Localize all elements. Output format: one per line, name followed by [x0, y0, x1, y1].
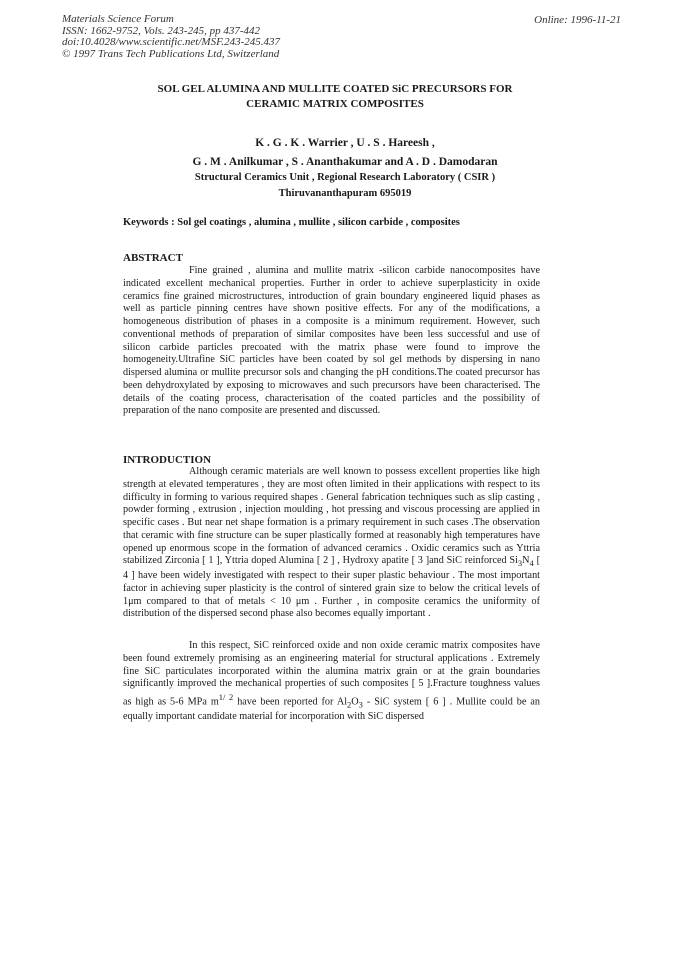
copyright-line: © 1997 Trans Tech Publications Ltd, Switzerland — [62, 47, 280, 60]
author-list — [120, 134, 570, 172]
introduction-paragraph-2: In this respect, SiC reinforced oxide and non oxide ceramic matrix composites have been found extremely promising as an engineering material for structural applications . Extremely fine SiC particulates incorporated within the alumina matrix grain or at the grain boundaries significantly improved the mechanical properties of such composites [ 5 ].Fracture toughness values as high as 5-6 MPa $m^{1/ 2}$ have been reported for $Al_2O_3$ - SiC system [ 6 ] . Mullite could be an equally important candidate material for incorporation with SiC dispersed — [123, 640, 540, 723]
issn-line: ISSN: 1662-9752, Vols. 243-245, pp 437-442 — [62, 24, 260, 37]
affiliation — [120, 170, 570, 201]
abstract-text: Fine grained , alumina and mullite matrix -silicon carbide nanocomposites have indicated excellent mechanical properties. Further in order to achieve superplasticity in oxide ceramics fine grained microstructures, introduction of grain boundary engineered liquid phases as well as particle pinning centres have shown positive effects. For any of the modifications, a homogeneous distribution of phases in a composite is a minimum requirement. However, such conventional methods of preparation of similar composites have been less successful and use of silicon carbide particles precoated with the matrix phase were found to improve the homogeneity.Ultrafine SiC particles have been coated by sol gel methods by dispersing in nano dispersed alumina or mullite precursor sols and changing the pH conditions.The coated precursor has been dehydroxylated by exposing to microwaves and such precursors have been characterised. The details of the coating process, characterisation of the coated particles and the possibility of preparation of the nano composite are presented and discussed. — [123, 265, 540, 417]
authors-line-1: K . G . K . Warrier , U . S . Hareesh , — [255, 137, 435, 149]
title-line-2: CERAMIC MATRIX COMPOSITES — [246, 98, 424, 110]
keywords: Keywords : Sol gel coatings , alumina , mullite , silicon carbide , composites — [123, 217, 460, 228]
introduction-paragraph-1: Although ceramic materials are well known to possess excellent properties like high strength at elevated temperatures , they are most often limited in their applications with respect to its difficulty in forming to various required shapes . General fabrication techniques such as slip casting , powder forming , extrusion , injection moulding , hot pressing and viscous processing are applied in specific cases . But near net shape formation is a primary requirement in such cases .The observation that ceramic with fine structure can be super plastically formed at reasonably high temperatures have opened up enormous scope in the formation of advanced ceramics . Oxidic ceramics such as Yttria stabilized Zirconia [ 1 ], Yttria doped Alumina [ 2 ] , Hydroxy apatite [ 3 ]and SiC reinforced $Si_3N_4$ [ 4 ] have been widely investigated with respect to their super plastic behaviour . The most important factor in achieving super plasticity is the control of sintered grain size to below the critical levels of 1μm compared to that of metals < 10 μm . Further , in composite ceramics the uniformity of distribution of the dispersed second phase also becomes equally important . — [123, 466, 540, 620]
journal-header — [62, 14, 280, 60]
abstract-heading: ABSTRACT — [123, 252, 183, 264]
paper-title — [100, 82, 570, 112]
introduction-heading: INTRODUCTION — [123, 454, 212, 466]
journal-name: Materials Science Forum — [62, 13, 174, 25]
affiliation-line-2: Thiruvananthapuram 695019 — [278, 187, 412, 199]
affiliation-line-1: Structural Ceramics Unit , Regional Research Laboratory ( CSIR ) — [194, 172, 496, 183]
doi-line: doi:10.4028/www.scientific.net/MSF.243-245.437 — [62, 36, 281, 48]
online-date: Online: 1996-11-21 — [534, 14, 621, 26]
title-line-1: SOL GEL ALUMINA AND MULLITE COATED SiC PRECURSORS FOR — [157, 83, 513, 95]
authors-line-2: G . M . Anilkumar , S . Ananthakumar and A . D . Damodaran — [192, 156, 498, 168]
